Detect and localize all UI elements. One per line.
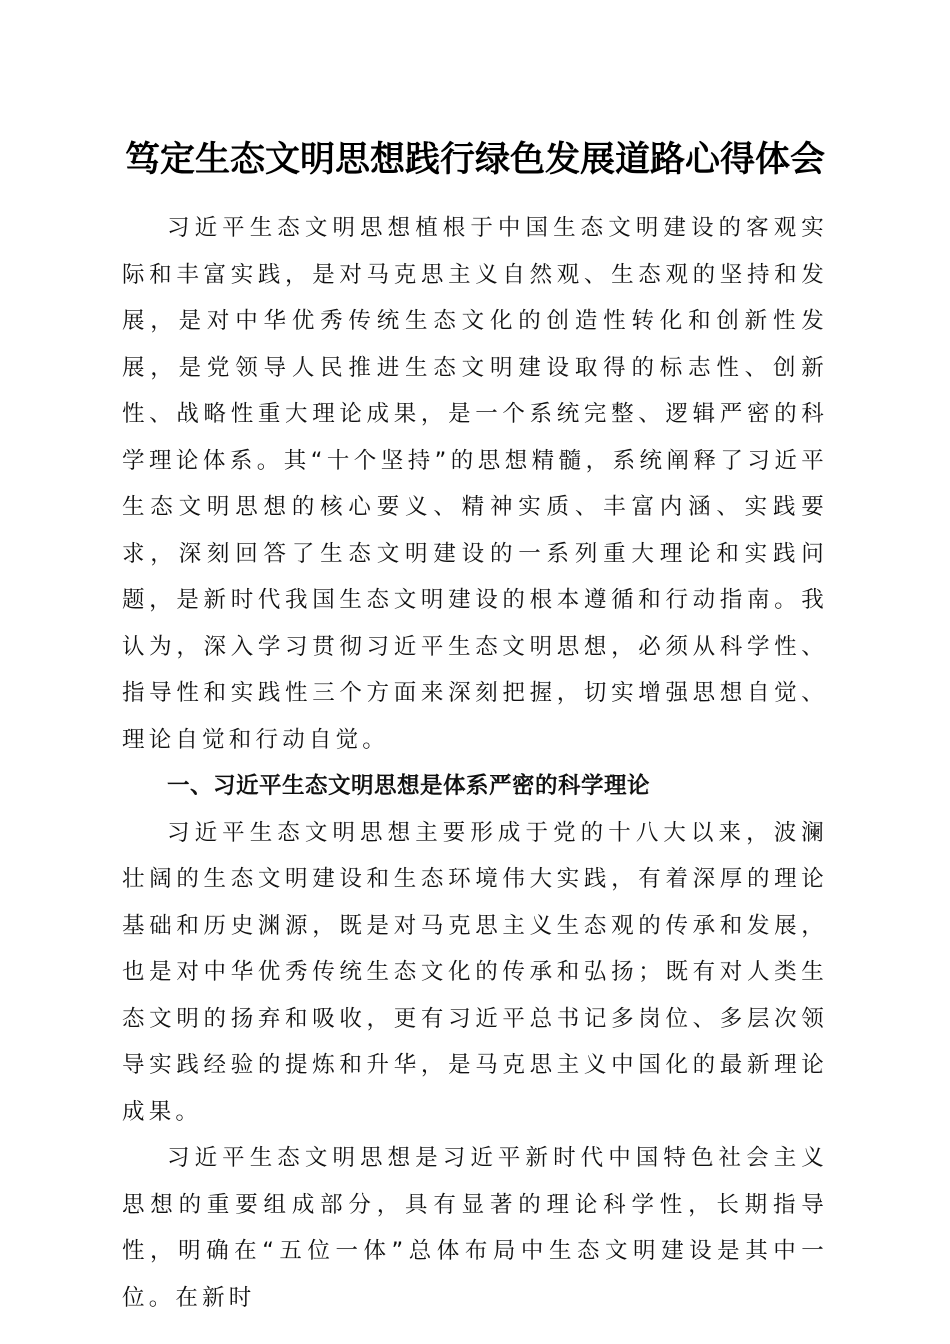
intro-paragraph: 习近平生态文明思想植根于中国生态文明建设的客观实际和丰富实践，是对马克思主义自然观、生态观的坚持和发展，是对中华优秀传统生态文化的创造性转化和创新性发展，是党领导人民推进生态文明建设取得的标志性、创新性、战略性重大理论成果，是一个系统完整、逻辑严密的科学理论体系。其“十个坚持”的思想精髓，系统阐释了习近平生态文明思想的核心要义、精神实质、丰富内涵、实践要求，深刻回答了生态文明建设的一系列重大理论和实践问题，是新时代我国生态文明建设的根本遵循和行动指南。我认为，深入学习贯彻习近平生态文明思想，必须从科学性、指导性和实践性三个方面来深刻把握，切实增强思想自觉、理论自觉和行动自觉。 — [122, 215, 828, 753]
section-heading-1: 一、习近平生态文明思想是体系严密的科学理论 — [167, 773, 651, 799]
document-body — [122, 205, 828, 1321]
section1-paragraph-2: 习近平生态文明思想是习近平新时代中国特色社会主义思想的重要组成部分，具有显著的理论科学性，长期指导性，明确在“五位一体”总体布局中生态文明建设是其中一位。在新时 — [122, 1145, 828, 1311]
document-title: 笃定生态文明思想践行绿色发展道路心得体会 — [124, 139, 825, 180]
section1-paragraph-1: 习近平生态文明思想主要形成于党的十八大以来，波澜壮阔的生态文明建设和生态环境伟大实践，有着深厚的理论基础和历史渊源，既是对马克思主义生态观的传承和发展，也是对中华优秀传统生态文化的传承和弘扬；既有对人类生态文明的扬弃和吸收，更有习近平总书记多岗位、多层次领导实践经验的提炼和升华，是马克思主义中国化的最新理论成果。 — [122, 819, 828, 1125]
